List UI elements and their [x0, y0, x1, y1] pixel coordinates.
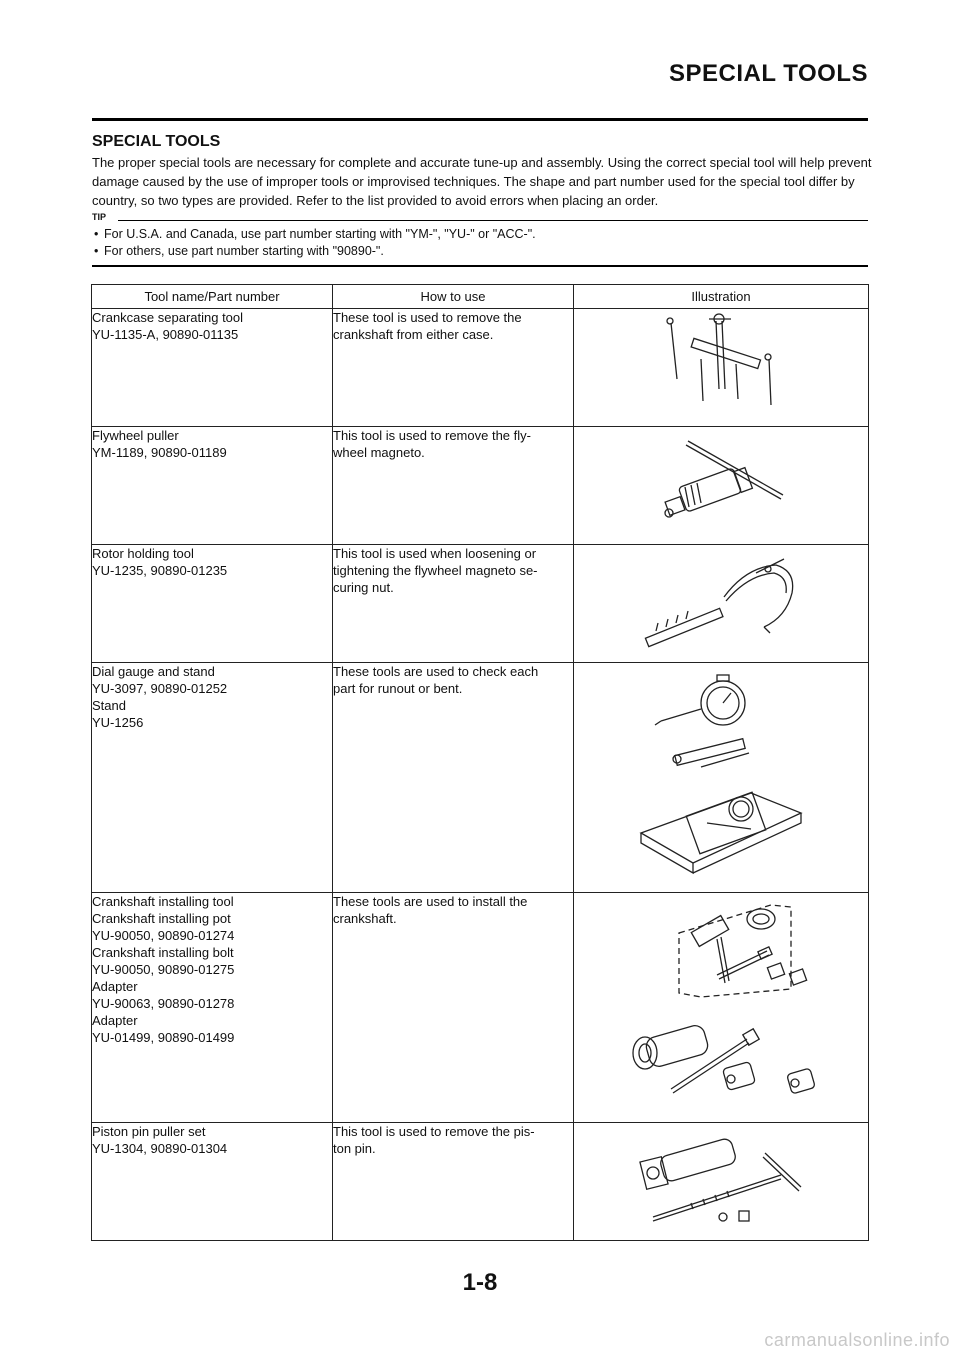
- special-tools-table: [91, 284, 869, 1241]
- tool-name-cell: [92, 663, 333, 893]
- tool-name-line: Dial gauge and stand: [92, 664, 215, 679]
- tool-part-number-line: YU-01499, 90890-01499: [92, 1030, 235, 1045]
- tool-part-number-line: YU-1256: [92, 715, 144, 730]
- how-to-use-cell: [333, 427, 574, 545]
- tool-name-line: Flywheel puller: [92, 428, 179, 443]
- col-header-tool-name: Tool name/Part number: [92, 285, 333, 309]
- tool-part-number-line: YU-90050, 90890-01274: [92, 928, 235, 943]
- tool-part-number-line: YU-90063, 90890-01278: [92, 996, 235, 1011]
- table-row: [92, 309, 869, 427]
- tool-name-line: Adapter: [92, 1013, 138, 1028]
- tool-part-number-line: YU-90050, 90890-01275: [92, 962, 235, 977]
- tool-name-cell: [92, 1123, 333, 1241]
- how-to-use-cell: [333, 663, 574, 893]
- page-number: 1-8: [462, 1269, 498, 1296]
- flywheel-puller-illustration: [651, 427, 791, 531]
- rotor-holding-tool-illustration: [636, 545, 806, 649]
- illustration-cell: [574, 893, 869, 1123]
- how-line: These tools are used to install the: [333, 894, 528, 909]
- tool-name-cell: [92, 427, 333, 545]
- piston-pin-puller-illustration: [631, 1123, 811, 1227]
- tool-part-number-line: YU-1235, 90890-01235: [92, 563, 228, 578]
- crankshaft-installing-tool-illustration: [621, 893, 821, 1115]
- how-line: This tool is used when loosening or: [333, 546, 537, 561]
- illustration-cell: [574, 545, 869, 663]
- col-header-illustration: Illustration: [574, 285, 869, 309]
- how-to-use-cell: [333, 893, 574, 1123]
- tool-name-cell: [92, 893, 333, 1123]
- how-line: These tools are used to check each: [333, 664, 539, 679]
- how-line: part for runout or bent.: [333, 681, 463, 696]
- tool-part-number-line: YU-1304, 90890-01304: [92, 1141, 228, 1156]
- tool-part-number-line: YM-1189, 90890-01189: [92, 445, 227, 460]
- tip-item: • For U.S.A. and Canada, use part number starting with "YM-", "YU-" or "ACC-".: [92, 226, 536, 243]
- illustration-cell: [574, 309, 869, 427]
- table-header-row: [92, 285, 869, 309]
- how-line: wheel magneto.: [333, 445, 425, 460]
- how-line: curing nut.: [333, 580, 394, 595]
- how-to-use-cell: [333, 309, 574, 427]
- table-row: [92, 427, 869, 545]
- tool-part-number-line: YU-1135-A, 90890-01135: [92, 327, 239, 342]
- tool-name-line: Rotor holding tool: [92, 546, 194, 561]
- intro-paragraph: The proper special tools are necessary for complete and accurate tune-up and assembly. Using the correct special tool will help prevent damage caused by the use of improper tools or improvised techniques. The shape and part number used for the special tool differ by country, so two types are provided. Refer to the list provided to avoid errors when placing an order.: [92, 155, 872, 208]
- illustration-cell: [574, 663, 869, 893]
- tool-name-line: Crankshaft installing bolt: [92, 945, 234, 960]
- tool-name-line: Adapter: [92, 979, 138, 994]
- tool-name-cell: [92, 545, 333, 663]
- how-line: crankshaft.: [333, 911, 397, 926]
- tip-label: TIP: [92, 212, 107, 222]
- running-header-title: SPECIAL TOOLS: [669, 60, 868, 87]
- illustration-cell: [574, 427, 869, 545]
- tool-name-line: Piston pin puller set: [92, 1124, 206, 1139]
- table-row: [92, 1123, 869, 1241]
- header-rule: [92, 118, 868, 121]
- crankcase-separating-tool-illustration: [651, 309, 791, 413]
- tool-name-line: Crankcase separating tool: [92, 310, 244, 325]
- how-line: This tool is used to remove the fly-: [333, 428, 531, 443]
- how-line: These tool is used to remove the: [333, 310, 522, 325]
- tool-part-number-line: YU-3097, 90890-01252: [92, 681, 228, 696]
- tool-name-line: Crankshaft installing tool: [92, 894, 234, 909]
- dial-gauge-and-stand-illustration: [631, 663, 811, 885]
- table-row: [92, 893, 869, 1123]
- tool-name-line: Crankshaft installing pot: [92, 911, 231, 926]
- illustration-cell: [574, 1123, 869, 1241]
- how-line: This tool is used to remove the pis-: [333, 1124, 535, 1139]
- tool-name-line: Stand: [92, 698, 126, 713]
- site-watermark: carmanualsonline.info: [764, 1330, 950, 1350]
- tip-end-rule: [92, 265, 868, 267]
- tip-item: • For others, use part number starting with "90890-".: [92, 243, 536, 260]
- section-title: SPECIAL TOOLS: [92, 133, 221, 150]
- col-header-how-to-use: How to use: [333, 285, 574, 309]
- tip-list: [92, 226, 536, 260]
- tool-name-cell: [92, 309, 333, 427]
- how-line: ton pin.: [333, 1141, 376, 1156]
- how-line: tightening the flywheel magneto se-: [333, 563, 538, 578]
- table-row: [92, 663, 869, 893]
- tip-rule: [118, 220, 868, 221]
- how-to-use-cell: [333, 545, 574, 663]
- table-row: [92, 545, 869, 663]
- how-to-use-cell: [333, 1123, 574, 1241]
- how-line: crankshaft from either case.: [333, 327, 494, 342]
